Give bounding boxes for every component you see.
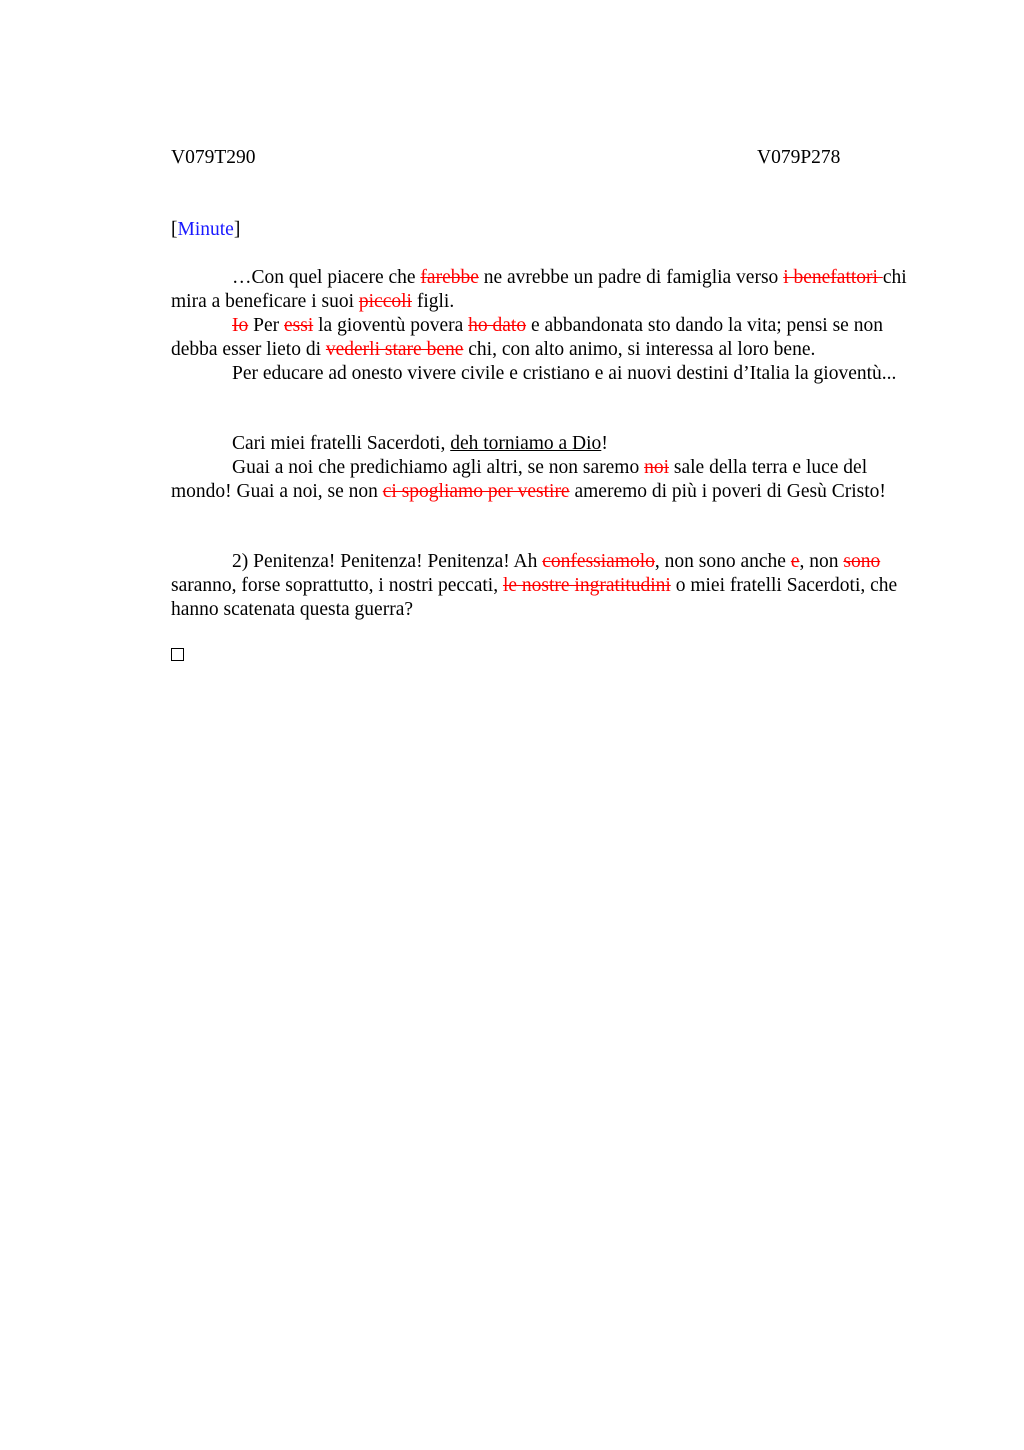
section-label (171, 218, 931, 242)
checkbox-square-icon (171, 648, 184, 661)
paragraph (171, 550, 931, 622)
document-page (171, 146, 931, 668)
text-run: ! (601, 433, 608, 454)
deleted-text: noi (644, 457, 669, 478)
page-header (171, 146, 931, 172)
text-run: saranno, forse soprattutto, i nostri peccati, (171, 575, 503, 596)
text-run: figli. (411, 291, 455, 312)
text-run: chi, con alto animo, si interessa al loro bene. (463, 339, 816, 360)
paragraph (171, 432, 931, 456)
text-run: , non sono anche (654, 551, 791, 572)
close-bracket: ] (233, 219, 241, 240)
text-run: o miei fratelli Sacerdoti, che hanno scatenata questa guerra? (171, 575, 898, 620)
text-run: , non (799, 551, 844, 572)
paragraph (171, 456, 931, 504)
text-run: sale della terra e luce del mondo! Guai a noi, se non (171, 457, 868, 502)
open-bracket: [ (171, 219, 178, 240)
deleted-text: i benefattori (783, 267, 883, 288)
paragraph (171, 266, 931, 314)
deleted-text: essi (284, 315, 314, 336)
deleted-text: piccoli (358, 291, 412, 312)
deleted-text: ci spogliamo per vestire (382, 481, 570, 502)
document-code-left: V079T290 (171, 147, 256, 168)
text-run: la gioventù povera (313, 315, 469, 336)
underlined-text: deh torniamo a Dio (450, 433, 602, 454)
text-run: 2) Penitenza! Penitenza! Penitenza! Ah (232, 551, 543, 572)
deleted-text: Io (232, 315, 249, 336)
paragraph (171, 362, 931, 386)
text-run: Guai a noi che predichiamo agli altri, se non saremo (232, 457, 645, 478)
text-run: Per educare ad onesto vivere civile e cristiano e ai nuovi destini d’Italia la gioventù... (232, 363, 897, 384)
section-label-text: Minute (177, 219, 234, 240)
text-run: Cari miei fratelli Sacerdoti, (232, 433, 451, 454)
text-run: chi mira a beneficare i suoi (171, 267, 907, 312)
text-run: ne avrebbe un padre di famiglia verso (478, 267, 784, 288)
deleted-text: vederli stare bene (325, 339, 464, 360)
text-run: ameremo di più i poveri di Gesù Cristo! (569, 481, 886, 502)
deleted-text: ho dato (468, 315, 527, 336)
deleted-text: le nostre ingratitudini (502, 575, 671, 596)
document-code-right: V079P278 (757, 147, 841, 168)
text-run: e abbandonata sto dando la vita; pensi se non debba esser lieto di (171, 315, 883, 360)
paragraph (171, 314, 931, 362)
deleted-text: sono (843, 551, 881, 572)
text-run: Per (248, 315, 284, 336)
deleted-text: e (790, 551, 800, 572)
deleted-text: confessiamolo (542, 551, 655, 572)
text-run: …Con quel piacere che (232, 267, 421, 288)
deleted-text: farebbe (420, 267, 479, 288)
